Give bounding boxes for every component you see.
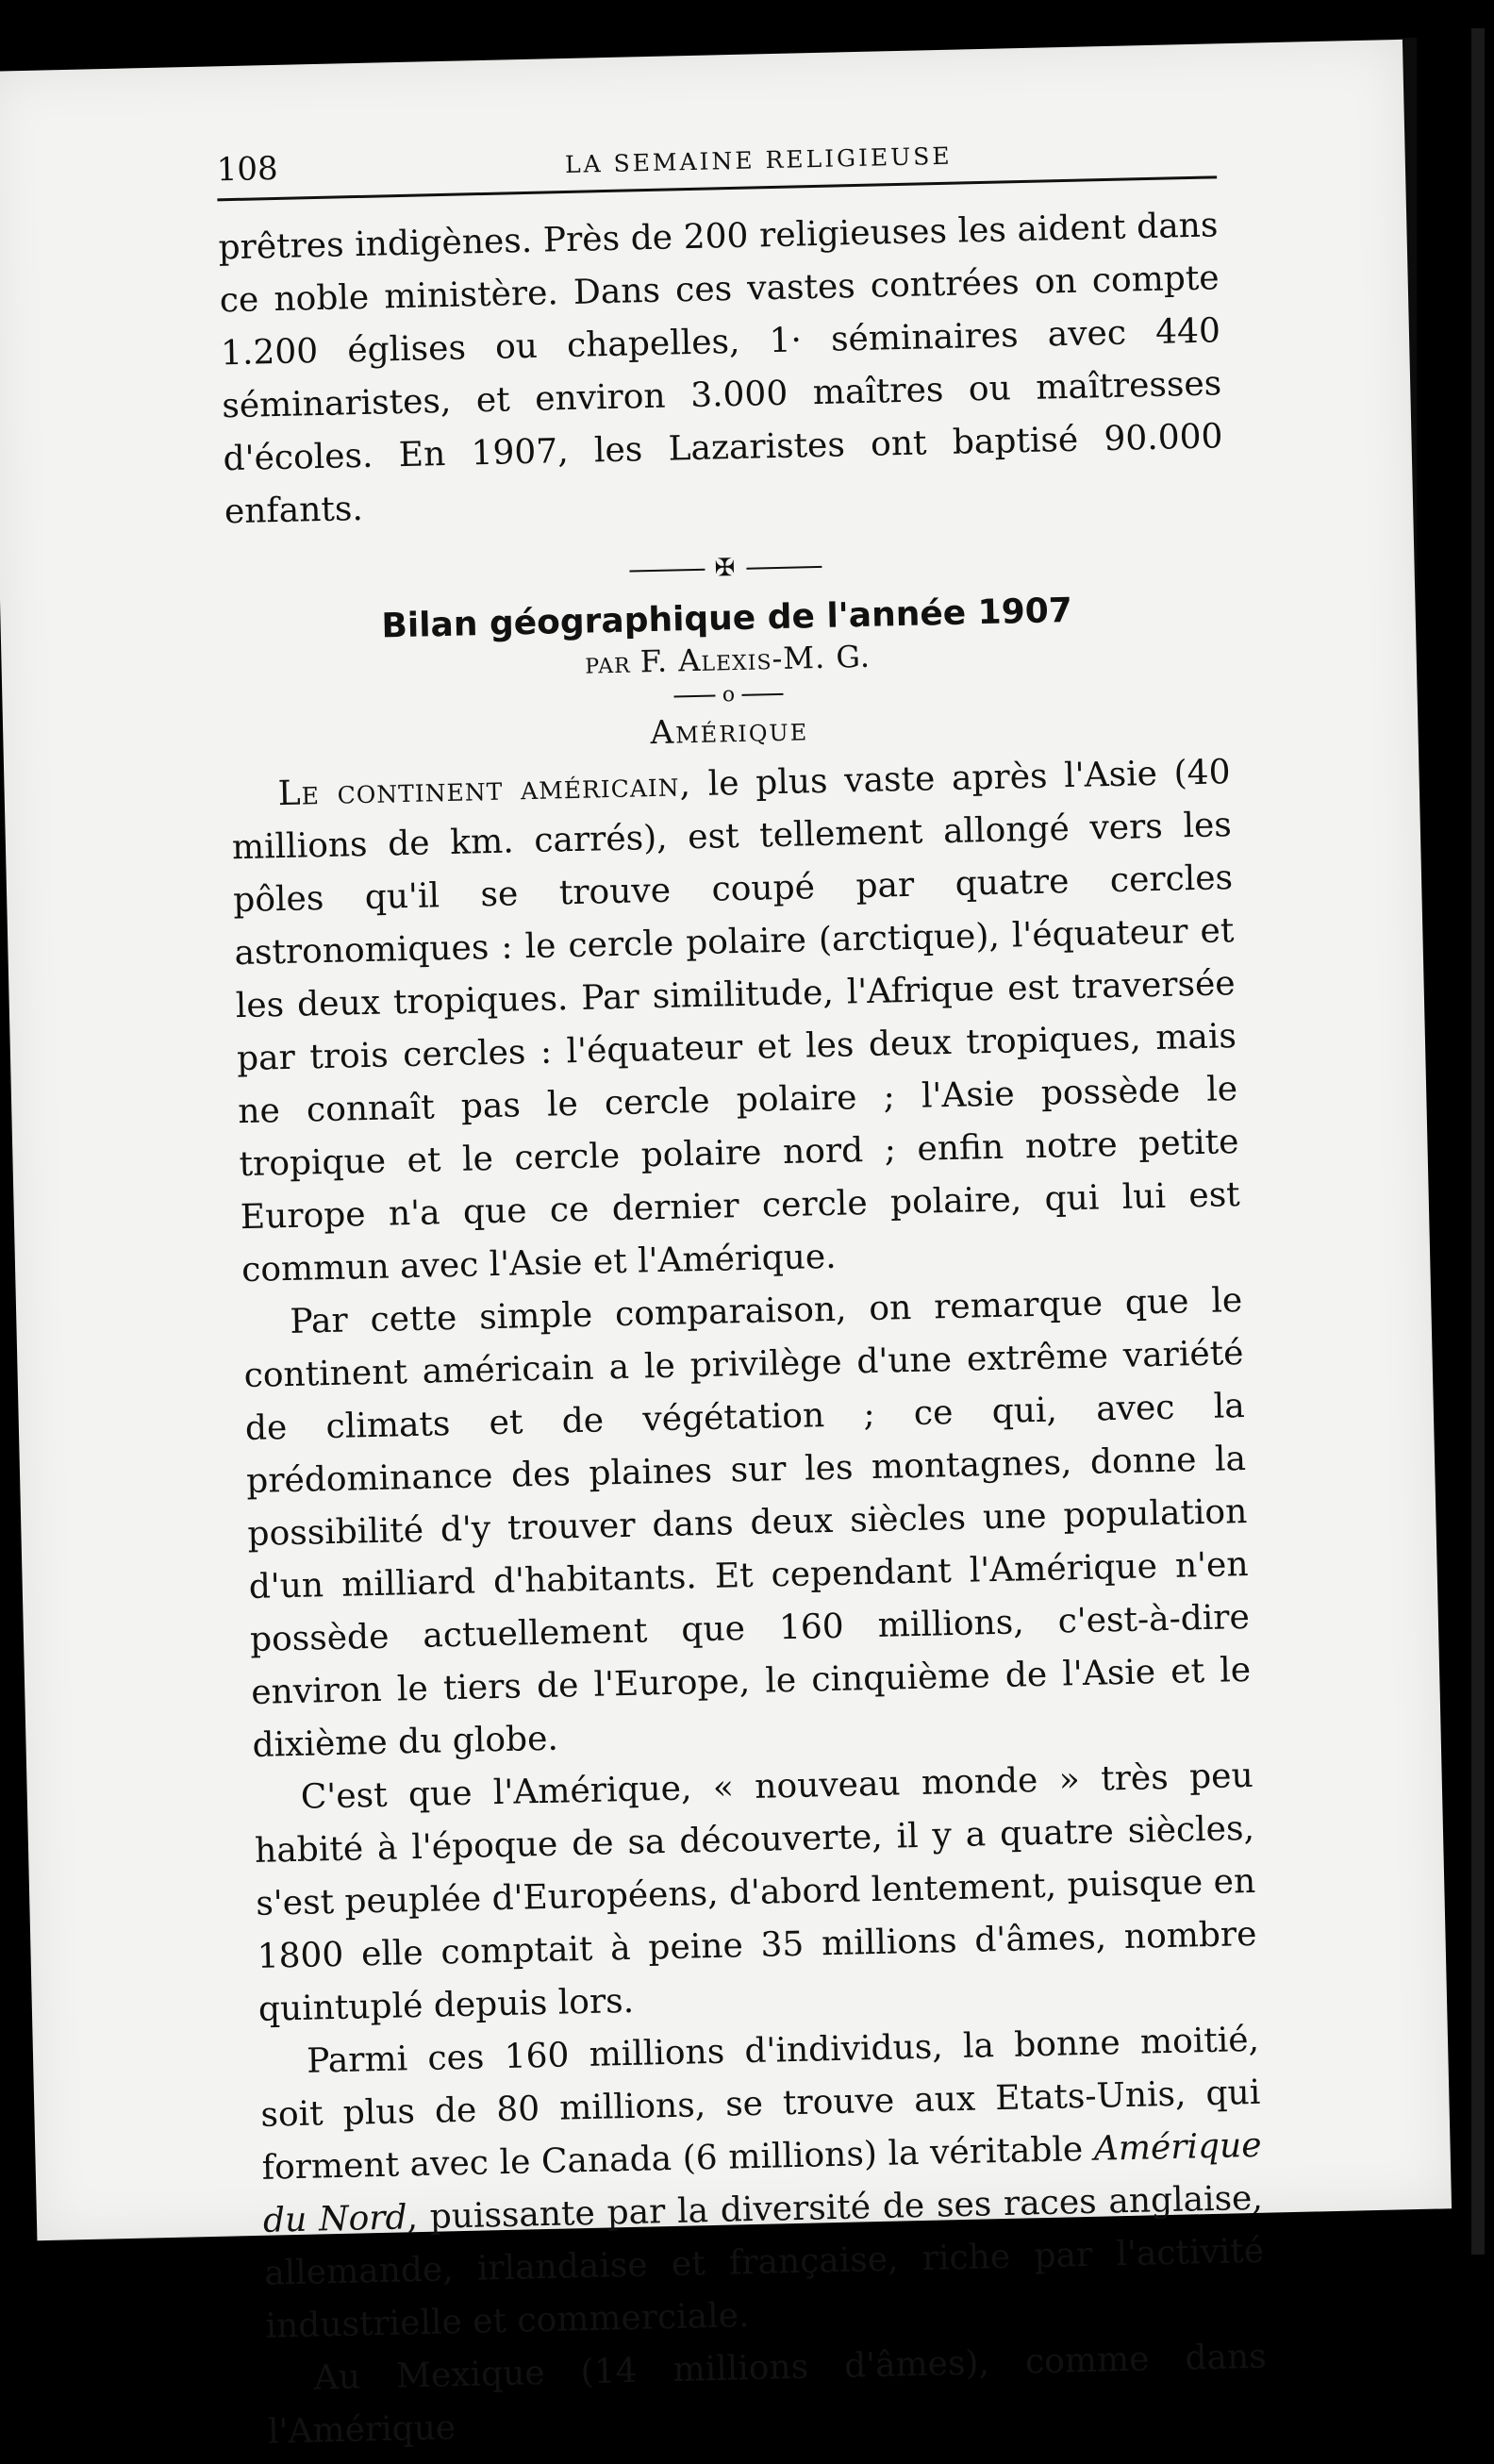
page-content: [216, 128, 1268, 2458]
paragraph-2: Par cette simple comparaison, on remarque que le continent américain a le privilège d'une extrême variété de climats et de végétation ; ce qui, avec la prédominance des plaines sur les montagnes, donne la possibilité d'y trouver dans deux siècles une population d'un milliard d'habitants. Et cependant l'Amérique n'en possède actuellement que 160 millions, c'est-à-dire environ le tiers de l'Europe, le cinquième de l'Asie et le dixième du globe.: [243, 1281, 1252, 1765]
page-edge-shadow: [1471, 28, 1485, 2255]
paragraph-4-before: Parmi ces 160 millions d'individus, la bonne moitié, soit plus de 80 millions, se trouve aux Etats-Unis, qui forment avec le Canada (6 millions) la véritable: [260, 2020, 1261, 2188]
paragraph-1: [230, 746, 1241, 1297]
paragraph-4: [259, 2014, 1266, 2354]
paragraph-3: C'est que l'Amérique, « nouveau monde » très peu habité à l'époque de sa découverte, il y a quatre siècles, s'est peuplée d'Européens, d'abord lentement, puisque en 1800 elle comptait à peine 35 millions d'âmes, nombre quintuplé depuis lors.: [254, 1756, 1257, 2029]
paragraph-1-body: le plus vaste après l'Asie (40 millions de km. carrés), est tellement allongé vers les pôles qu'il se trouve coupé par quatre cercles astronomiques : le cercle polaire (arctique), l'équateur et les deux tropiques. Par similitude, l'Afrique est traversée par trois cercles : l'équateur et les deux tropiques, mais ne connaît pas le cercle polaire ; l'Asie possède le tropique et le cercle polaire nord ; enfin notre petite Europe n'a que ce dernier cercle polaire, qui lui est commun avec l'Asie et l'Amérique.: [231, 753, 1241, 1290]
paragraph-1-lead: Le continent américain,: [277, 765, 692, 814]
ornament-rule-left: [629, 569, 705, 573]
paragraph-4-italic: Amérique du Nord: [262, 2125, 1262, 2240]
running-head: [216, 128, 1217, 201]
book-page: [0, 40, 1452, 2452]
separator-glyph: o: [722, 683, 736, 708]
paragraph-4-after: , puissante par la diversité de ses races anglaise, allemande, irlandaise et française, riche par l'activité industrielle et commerciale.: [263, 2178, 1265, 2346]
continuation-paragraph: prêtres indigènes. Près de 200 religieuses les aident dans ce noble ministère. Dans ces vastes contrées on compte 1.200 églises ou chapelles, 1· séminaires avec 440 séminaristes, et environ 3.000 maîtres ou maîtresses d'écoles. En 1907, les Lazaristes ont baptisé 90.000 enfants.: [218, 206, 1223, 532]
section-ornament: [225, 542, 1225, 593]
journal-title: LA SEMAINE RELIGIEUSE: [564, 142, 953, 178]
byline-prefix: par: [584, 643, 631, 681]
separator-rule-left: [674, 695, 716, 698]
section-heading: Amérique: [650, 710, 809, 753]
article-title: Bilan géographique de l'année 1907: [380, 591, 1073, 646]
byline-author: F. Alexis-M. G.: [639, 638, 872, 680]
ornament-glyph: ✠: [714, 553, 738, 583]
paragraph-5: Au Mexique (14 millions d'âmes), comme dans l'Amérique: [267, 2337, 1268, 2452]
ornament-rule-right: [747, 566, 822, 570]
separator-rule-right: [741, 693, 783, 696]
page-number: 108: [216, 149, 279, 190]
